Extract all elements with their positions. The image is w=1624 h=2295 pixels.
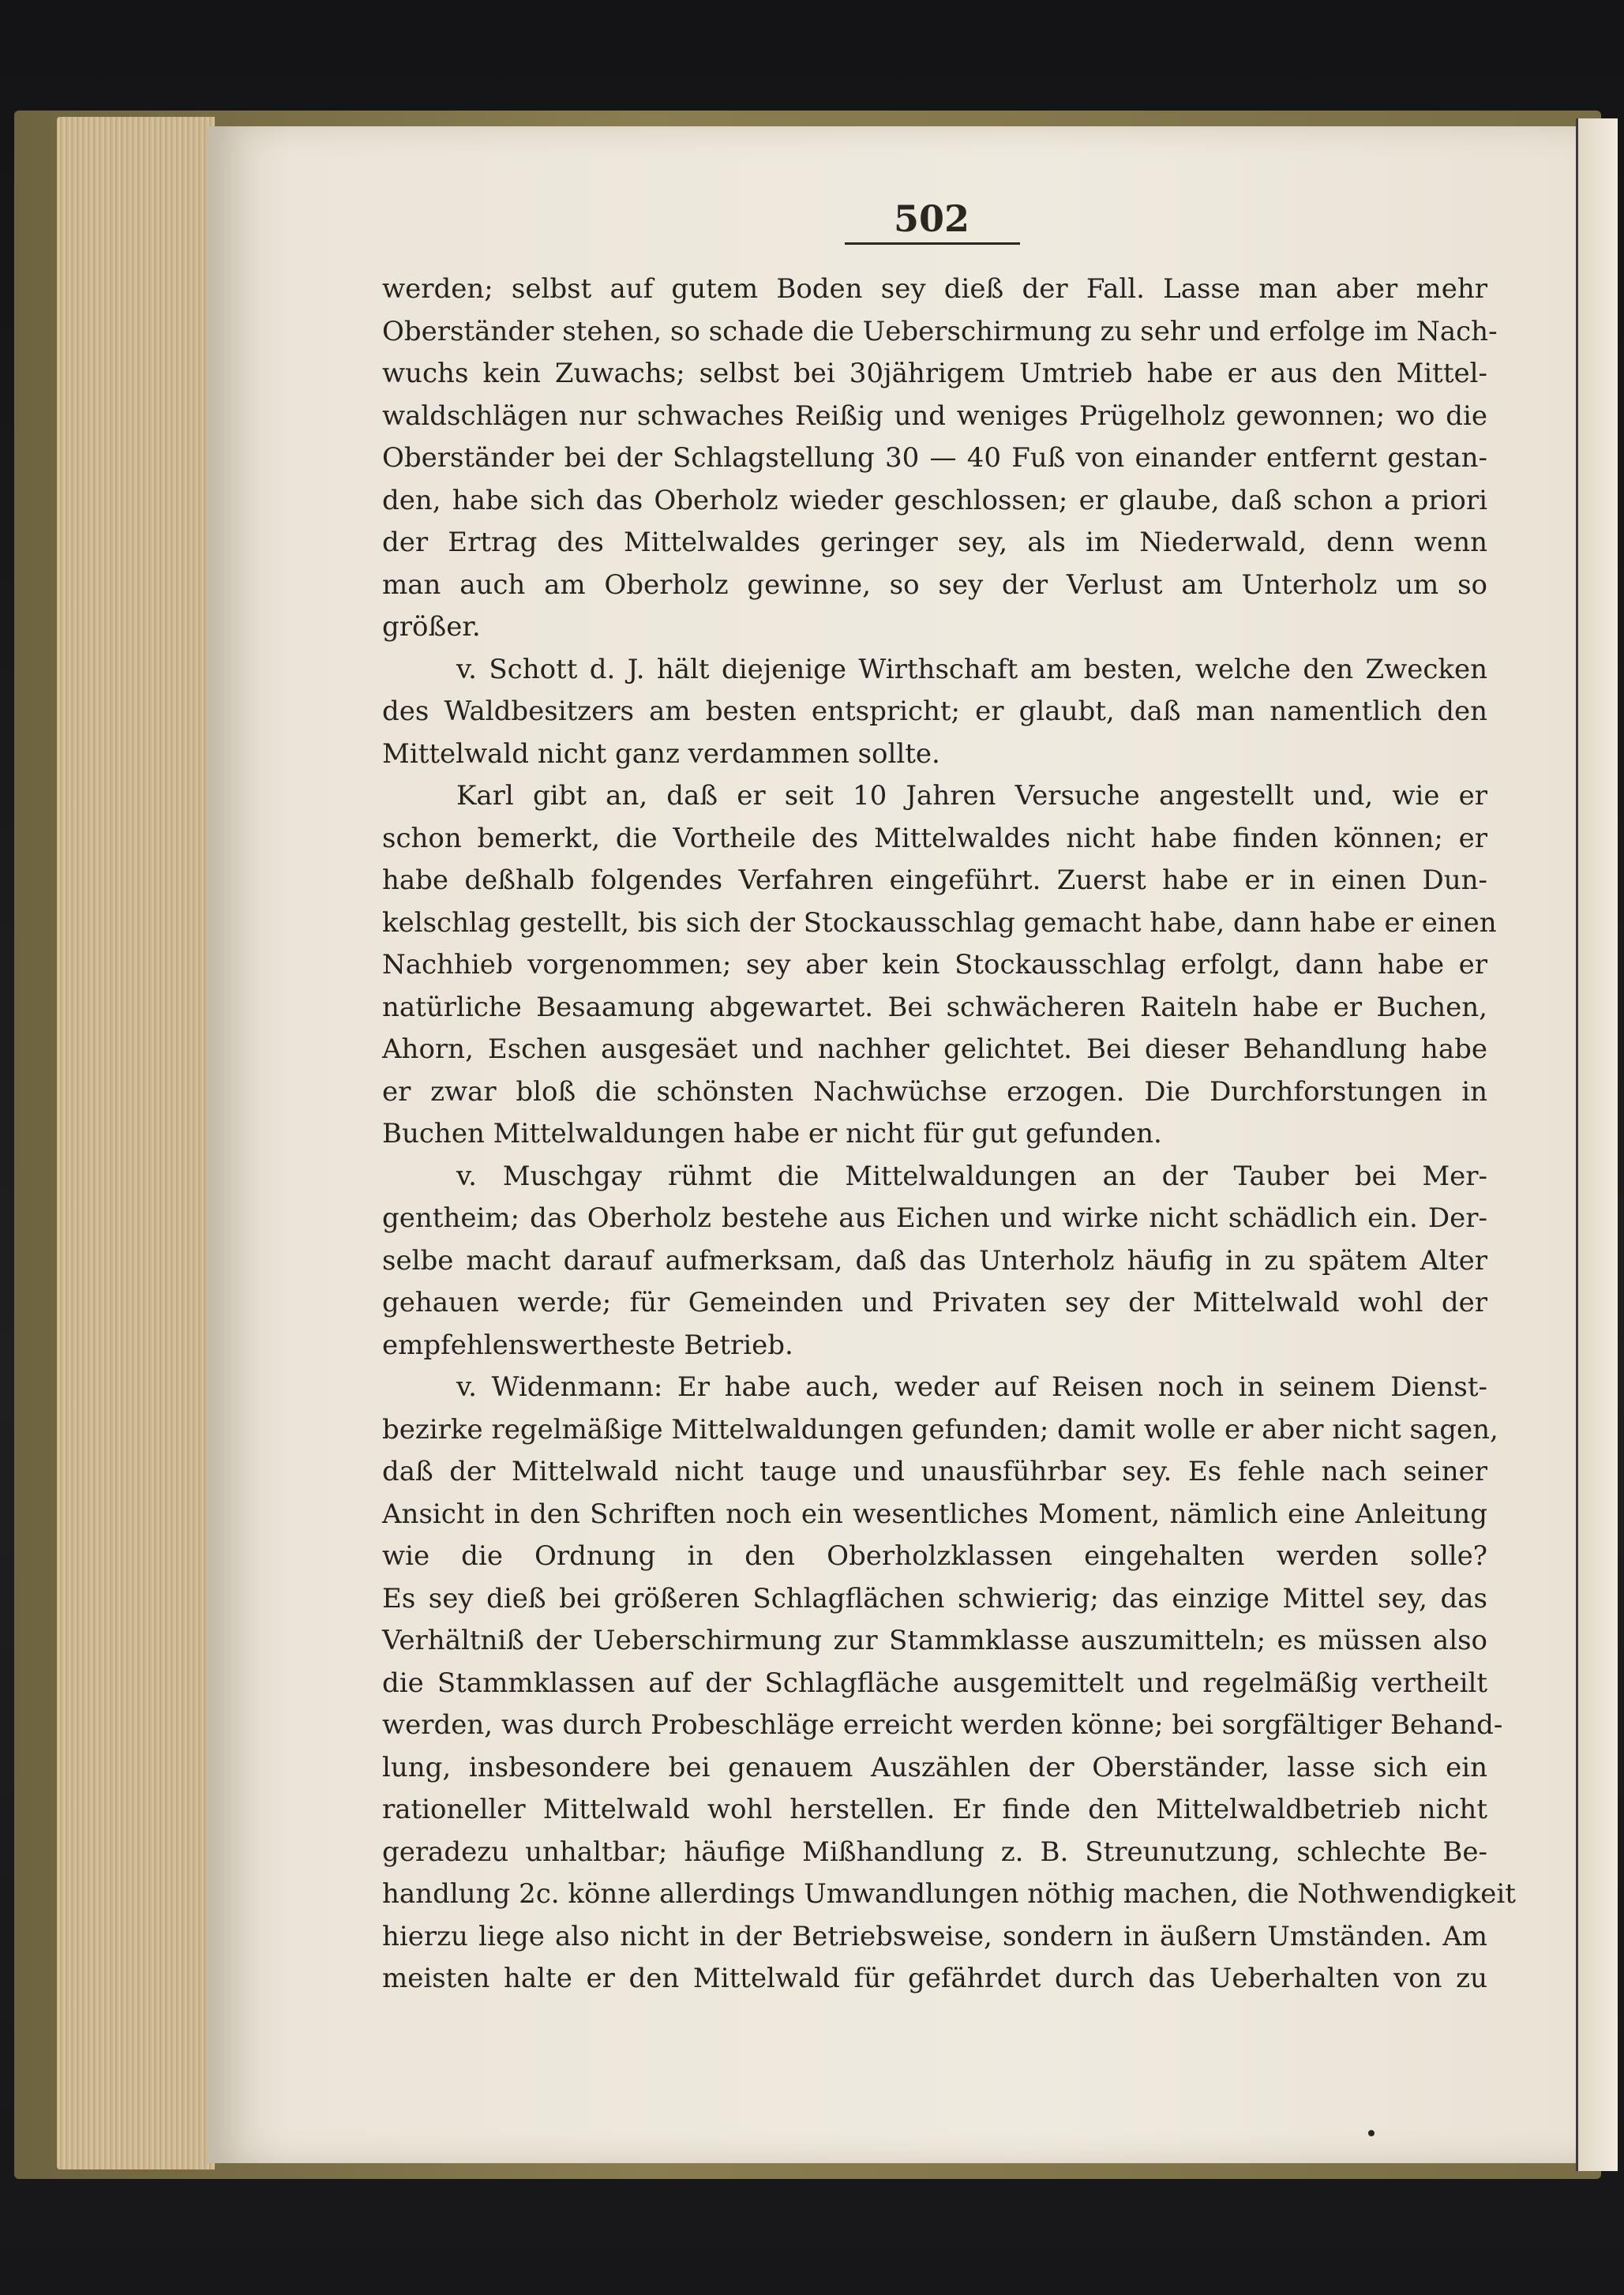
text-line: bezirke regelmäßige Mittelwaldungen gefunden; damit wolle er aber nicht sagen, bbox=[382, 1413, 1498, 1446]
text-line: wie die Ordnung in den Oberholzklassen eingehalten werden solle? bbox=[382, 1540, 1487, 1572]
page-number-rule bbox=[845, 242, 1020, 245]
text-line: des Waldbesitzers am besten entspricht; er glaubt, daß man namentlich den bbox=[382, 696, 1487, 727]
text-line: habe deßhalb folgendes Verfahren eingeführt. Zuerst habe er in einen Dun- bbox=[382, 864, 1487, 896]
text-line: den, habe sich das Oberholz wieder geschlossen; er glaube, daß schon a priori bbox=[382, 484, 1487, 516]
text-line: v. Schott d. J. hält diejenige Wirthschaft am besten, welche den Zwecken bbox=[456, 653, 1487, 685]
text-line: natürliche Besaamung abgewartet. Bei schwächeren Raiteln habe er Buchen, bbox=[382, 991, 1487, 1023]
text-line: die Stammklassen auf der Schlagfläche ausgemittelt und regelmäßig vertheilt bbox=[382, 1667, 1487, 1699]
text-line: waldschlägen nur schwaches Reißig und weniges Prügelholz gewonnen; wo die bbox=[382, 399, 1487, 432]
text-line: gehauen werde; für Gemeinden und Privaten sey der Mittelwald wohl der bbox=[382, 1287, 1487, 1318]
text-line: gentheim; das Oberholz bestehe aus Eichen und wirke nicht schädlich ein. Der- bbox=[382, 1202, 1487, 1234]
text-line: werden; selbst auf gutem Boden sey dieß der Fall. Lasse man aber mehr bbox=[382, 273, 1487, 305]
text-line: Verhältniß der Ueberschirmung zur Stammklasse auszumitteln; es müssen also bbox=[382, 1625, 1487, 1656]
body-text bbox=[382, 268, 1516, 2001]
text-line: Ansicht in den Schriften noch ein wesentliches Moment, nämlich eine Anleitung bbox=[382, 1498, 1487, 1530]
ink-dot bbox=[1368, 2130, 1375, 2136]
text-line: Buchen Mittelwaldungen habe er nicht für gut gefunden. bbox=[382, 1118, 1162, 1149]
text-line: größer. bbox=[382, 611, 481, 643]
text-line: rationeller Mittelwald wohl herstellen. Er finde den Mittelwaldbetrieb nicht bbox=[382, 1794, 1487, 1825]
text-line: empfehlenswertheste Betrieb. bbox=[382, 1329, 793, 1361]
text-line: lung, insbesondere bei genauem Auszählen der Oberständer, lasse sich ein bbox=[382, 1751, 1487, 1783]
text-line: man auch am Oberholz gewinne, so sey der Verlust am Unterholz um so bbox=[382, 568, 1487, 601]
text-line: Oberständer stehen, so schade die Ueberschirmung zu sehr und erfolge im Nach- bbox=[382, 315, 1498, 347]
text-line: Es sey dieß bei größeren Schlagflächen schwierig; das einzige Mittel sey, das bbox=[382, 1582, 1487, 1614]
text-line: handlung 2c. könne allerdings Umwandlungen nöthig machen, die Nothwendigkeit bbox=[382, 1878, 1516, 1910]
text-line: er zwar bloß die schönsten Nachwüchse erzogen. Die Durchforstungen in bbox=[382, 1075, 1487, 1108]
text-line: v. Widenmann: Er habe auch, weder auf Reisen noch in seinem Dienst- bbox=[456, 1371, 1487, 1403]
text-line: geradezu unhaltbar; häufige Mißhandlung z. B. Streunutzung, schlechte Be- bbox=[382, 1836, 1487, 1868]
text-line: Karl gibt an, daß er seit 10 Jahren Versuche angestellt und, wie er bbox=[456, 780, 1487, 812]
text-line: hierzu liege also nicht in der Betriebsweise, sondern in äußern Umständen. Am bbox=[382, 1920, 1487, 1952]
text-line: werden, was durch Probeschläge erreicht werden könne; bei sorgfältiger Behand- bbox=[382, 1709, 1503, 1741]
text-line: selbe macht darauf aufmerksam, daß das Unterholz häufig in zu spätem Alter bbox=[382, 1244, 1487, 1277]
text-line: Ahorn, Eschen ausgesäet und nachher gelichtet. Bei dieser Behandlung habe bbox=[382, 1033, 1487, 1065]
page-edges bbox=[57, 117, 215, 2169]
text-line: Oberständer bei der Schlagstellung 30 — 40 Fuß von einander entfernt gestan- bbox=[382, 442, 1487, 474]
facing-page-edge bbox=[1576, 118, 1618, 2171]
text-line: daß der Mittelwald nicht tauge und unausführbar sey. Es fehle nach seiner bbox=[382, 1456, 1487, 1487]
text-line: kelschlag gestellt, bis sich der Stockausschlag gemacht habe, dann habe er einen bbox=[382, 906, 1497, 939]
text-line: der Ertrag des Mittelwaldes geringer sey, als im Niederwald, denn wenn bbox=[382, 527, 1487, 558]
text-line: meisten halte er den Mittelwald für gefährdet durch das Ueberhalten von zu bbox=[382, 1963, 1487, 1994]
page-number: 502 bbox=[893, 197, 970, 240]
text-line: v. Muschgay rühmt die Mittelwaldungen an der Tauber bei Mer- bbox=[456, 1160, 1487, 1192]
text-line: Nachhieb vorgenommen; sey aber kein Stockausschlag erfolgt, dann habe er bbox=[382, 949, 1487, 981]
text-line: wuchs kein Zuwachs; selbst bei 30jährigem Umtrieb habe er aus den Mittel- bbox=[382, 358, 1487, 389]
text-line: Mittelwald nicht ganz verdammen sollte. bbox=[382, 737, 940, 770]
text-line: schon bemerkt, die Vortheile des Mittelwaldes nicht habe finden können; er bbox=[382, 822, 1487, 854]
